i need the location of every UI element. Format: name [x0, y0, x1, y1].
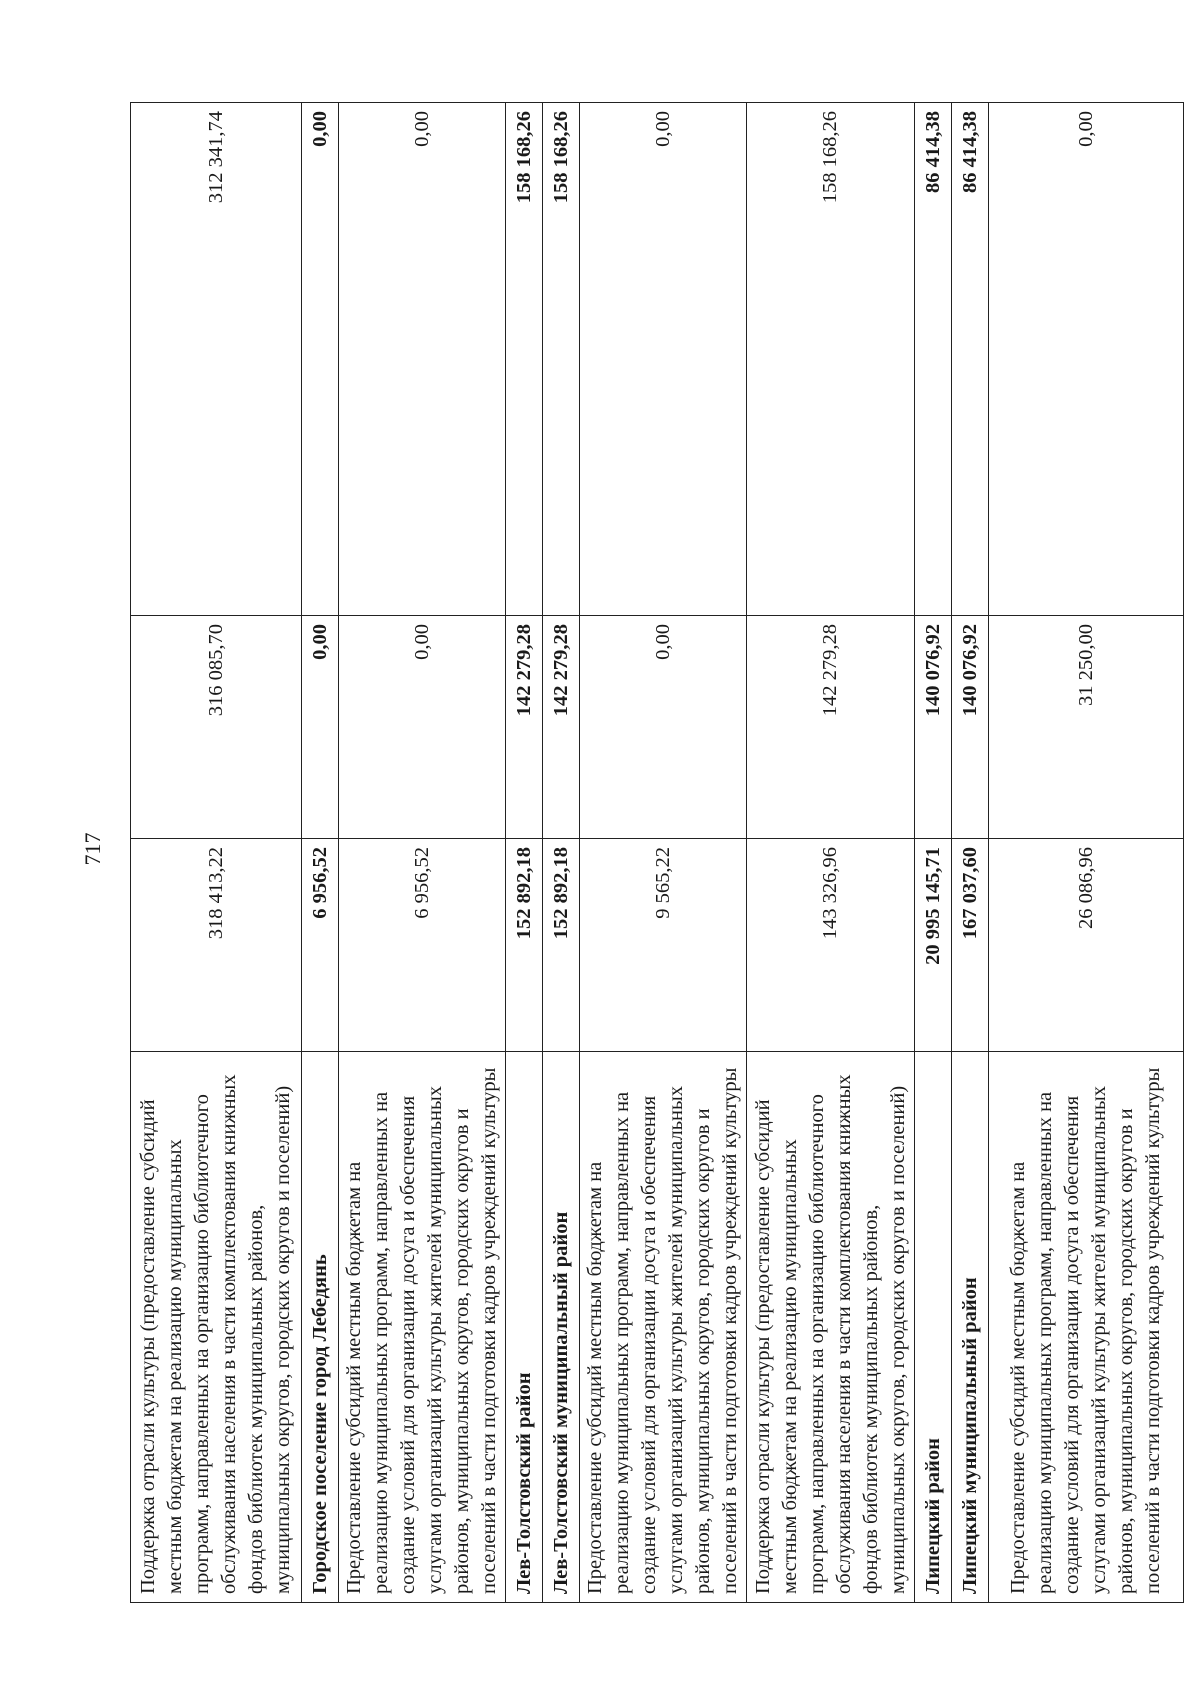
row-value-1: 152 892,18 [543, 839, 580, 1052]
row-description: Лев-Толстовский район [506, 1052, 543, 1603]
row-value-2: 0,00 [339, 616, 506, 839]
row-value-2: 140 076,92 [915, 616, 952, 839]
row-value-2: 142 279,28 [506, 616, 543, 839]
row-value-2: 140 076,92 [952, 616, 989, 839]
row-value-1: 6 956,52 [302, 839, 339, 1052]
row-value-2: 0,00 [580, 616, 747, 839]
table-row [747, 103, 915, 1603]
rotated-table-container [130, 103, 1164, 1603]
row-value-3: 312 341,74 [131, 103, 302, 616]
row-value-1: 9 565,22 [580, 839, 747, 1052]
row-value-2: 142 279,28 [747, 616, 915, 839]
row-value-2: 0,00 [302, 616, 339, 839]
table-row [952, 103, 989, 1603]
table-row [302, 103, 339, 1603]
table-body [131, 103, 1184, 1603]
row-value-2: 142 279,28 [543, 616, 580, 839]
row-value-3: 158 168,26 [747, 103, 915, 616]
row-description: Поддержка отрасли культуры (предоставление субсидий местным бюджетам на реализацию муниципальных программ, направленных на организацию библиотечного обслуживания населения в части комплектования книжных фондов библиотек муниципальных районов, муниципальных округов, городских округов и поселений) [131, 1052, 302, 1603]
table-row [543, 103, 580, 1603]
row-description: Предоставление субсидий местным бюджетам на реализацию муниципальных программ, направленных на создание условий для организации досуга и обеспечения услугами организаций культуры жителей муниципальных районов, муниципальных округов, городских округов и поселений в части подготовки кадров учреждений культуры [580, 1052, 747, 1603]
budget-table [130, 102, 1184, 1603]
table-row [339, 103, 506, 1603]
row-value-1: 152 892,18 [506, 839, 543, 1052]
row-value-2: 316 085,70 [131, 616, 302, 839]
table-row [915, 103, 952, 1603]
row-description: Липецкий район [915, 1052, 952, 1603]
row-description: Городское поселение город Лебедянь [302, 1052, 339, 1603]
row-description: Лев-Толстовский муниципальный район [543, 1052, 580, 1603]
row-value-1: 318 413,22 [131, 839, 302, 1052]
table-row [131, 103, 302, 1603]
row-description: Поддержка отрасли культуры (предоставление субсидий местным бюджетам на реализацию муниципальных программ, направленных на организацию библиотечного обслуживания населения в части комплектования книжных фондов библиотек муниципальных районов, муниципальных округов, городских округов и поселений) [747, 1052, 915, 1603]
row-value-3: 86 414,38 [952, 103, 989, 616]
row-value-3: 0,00 [339, 103, 506, 616]
row-value-1: 20 995 145,71 [915, 839, 952, 1052]
table-row [506, 103, 543, 1603]
table-row [580, 103, 747, 1603]
row-value-2: 31 250,00 [989, 616, 1184, 839]
row-value-3: 158 168,26 [543, 103, 580, 616]
row-description: Предоставление субсидий местным бюджетам на реализацию муниципальных программ, направленных на создание условий для организации досуга и обеспечения услугами организаций культуры жителей муниципальных районов, муниципальных округов, городских округов и поселений в части подготовки кадров учреждений культуры [989, 1052, 1184, 1603]
row-value-1: 143 326,96 [747, 839, 915, 1052]
row-value-3: 158 168,26 [506, 103, 543, 616]
row-description: Липецкий муниципальный район [952, 1052, 989, 1603]
row-value-3: 86 414,38 [915, 103, 952, 616]
row-value-1: 26 086,96 [989, 839, 1184, 1052]
row-value-3: 0,00 [989, 103, 1184, 616]
row-value-3: 0,00 [302, 103, 339, 616]
row-value-3: 0,00 [580, 103, 747, 616]
row-value-1: 167 037,60 [952, 839, 989, 1052]
table-row [989, 103, 1184, 1603]
page-number: 717 [80, 832, 105, 866]
row-value-1: 6 956,52 [339, 839, 506, 1052]
row-description: Предоставление субсидий местным бюджетам на реализацию муниципальных программ, направленных на создание условий для организации досуга и обеспечения услугами организаций культуры жителей муниципальных районов, муниципальных округов, городских округов и поселений в части подготовки кадров учреждений культуры [339, 1052, 506, 1603]
